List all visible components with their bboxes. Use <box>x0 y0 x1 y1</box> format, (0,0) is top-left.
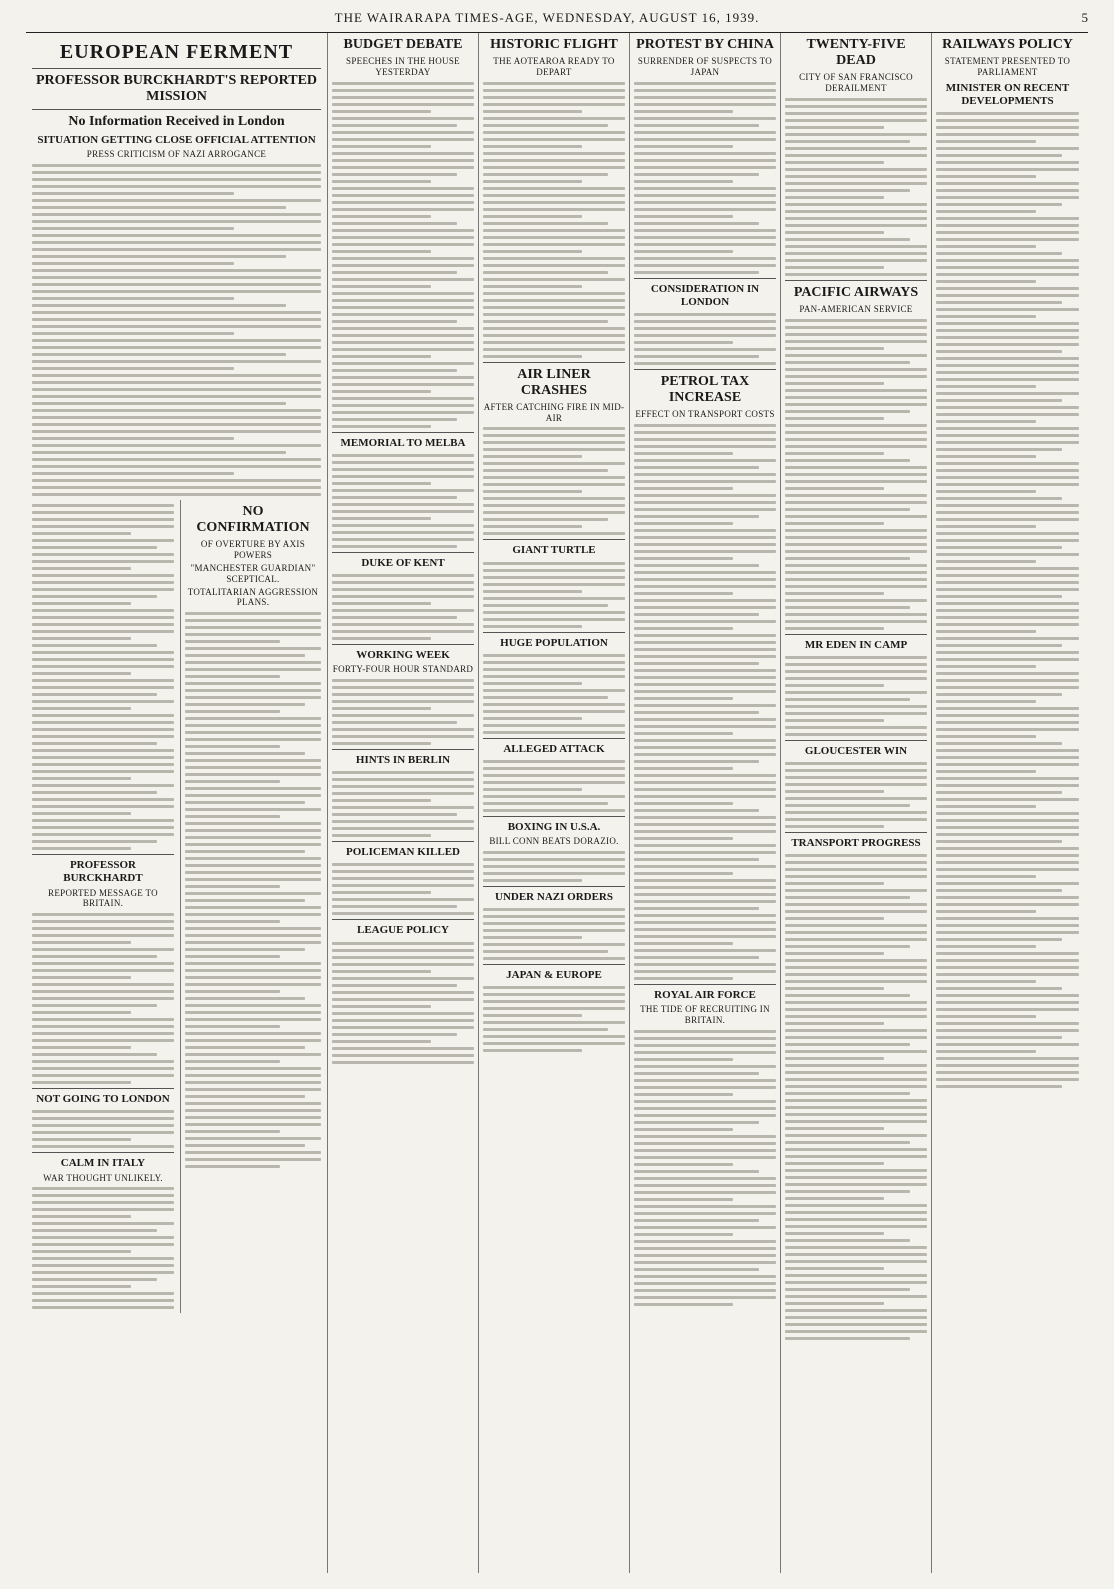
divider <box>332 552 474 553</box>
article-headline: CALM IN ITALY <box>60 1157 146 1170</box>
article-deck: BILL CONN BEATS DORAZIO. <box>489 836 619 847</box>
article-headline: AIR LINER CRASHES <box>517 366 591 398</box>
divider <box>634 369 776 370</box>
article-body <box>332 82 474 428</box>
article-body <box>634 424 776 980</box>
divider <box>332 432 474 433</box>
column-2 <box>328 33 479 1573</box>
article-headline: PROFESSOR BURCKHARDT <box>63 859 143 885</box>
article-body <box>483 654 625 734</box>
page-number: 5 <box>1081 10 1088 25</box>
divider <box>483 738 625 739</box>
article-body <box>332 574 474 640</box>
article-headline: WORKING WEEK <box>356 649 450 662</box>
article-body <box>32 504 174 850</box>
article-headline: CONSIDERATION IN LONDON <box>650 282 760 308</box>
article-body <box>634 313 776 365</box>
article-body <box>785 854 927 1340</box>
article-deck: TOTALITARIAN AGGRESSION PLANS. <box>187 586 319 608</box>
article-headline: MR EDEN IN CAMP <box>804 638 908 651</box>
divider <box>785 634 927 635</box>
article-headline: HISTORIC FLIGHT <box>490 37 618 52</box>
article-deck: AFTER CATCHING FIRE IN MID-AIR <box>483 401 625 423</box>
article-deck: WAR THOUGHT UNLIKELY. <box>43 1172 163 1183</box>
article-headline: NO CONFIRMATION <box>196 504 310 536</box>
article-headline: GLOUCESTER WIN <box>804 744 908 757</box>
masthead <box>26 10 1088 28</box>
divider <box>483 539 625 540</box>
lower-columns <box>32 500 321 1313</box>
article-headline: BOXING IN U.S.A. <box>507 821 601 834</box>
article-headline: BUDGET DEBATE <box>343 37 463 52</box>
divider <box>483 964 625 965</box>
european-ferment-section <box>26 33 328 1573</box>
divider <box>332 749 474 750</box>
divider <box>785 740 927 741</box>
columns <box>26 33 1088 1573</box>
article-body <box>785 656 927 736</box>
article-headline: PACIFIC AIRWAYS <box>793 284 919 300</box>
article-body <box>483 562 625 628</box>
column-5 <box>781 33 932 1573</box>
article-deck: SPEECHES IN THE HOUSE YESTERDAY <box>346 56 460 77</box>
article-body <box>32 913 174 1084</box>
article-headline: UNDER NAZI ORDERS <box>495 891 613 904</box>
article-deck: SURRENDER OF SUSPECTS TO JAPAN <box>637 56 773 77</box>
article-body <box>332 771 474 837</box>
article-body <box>32 1187 174 1309</box>
article-body <box>332 679 474 745</box>
article-deck: FORTY-FOUR HOUR STANDARD <box>332 664 474 675</box>
article-headline: HUGE POPULATION <box>500 636 608 649</box>
article-deck: No Information Received in London <box>68 114 285 130</box>
divider <box>32 1088 174 1089</box>
article-body <box>483 82 625 358</box>
article-body <box>332 942 474 1064</box>
article-body <box>785 98 927 276</box>
article-deck: MINISTER ON RECENT DEVELOPMENTS <box>945 81 1070 107</box>
article-body <box>483 760 625 812</box>
article-body <box>785 762 927 828</box>
article-headline: PETROL TAX INCREASE <box>660 374 750 406</box>
article-body <box>785 319 927 630</box>
divider <box>32 854 174 855</box>
article-headline: HINTS IN BERLIN <box>355 754 451 767</box>
divider <box>483 816 625 817</box>
article-deck: REPORTED MESSAGE TO BRITAIN. <box>48 887 158 909</box>
divider <box>32 68 321 69</box>
column-3 <box>479 33 630 1573</box>
divider <box>785 280 927 281</box>
article-headline: DUKE OF KENT <box>361 556 445 569</box>
divider <box>32 109 321 110</box>
article-headline: POLICEMAN KILLED <box>346 846 460 859</box>
article-body <box>634 1030 776 1306</box>
article-deck: CITY OF SAN FRANCISCO DERAILMENT <box>799 72 913 93</box>
divider <box>32 1152 174 1153</box>
divider <box>634 984 776 985</box>
article-headline: TWENTY-FIVE DEAD <box>806 37 906 69</box>
article-body <box>185 612 321 1168</box>
article-deck: THE TIDE OF RECRUITING IN BRITAIN. <box>640 1004 770 1026</box>
article-headline: JAPAN & EUROPE <box>506 969 602 982</box>
article-deck: PRESS CRITICISM OF NAZI ARROGANCE <box>86 149 267 160</box>
article-body <box>483 427 625 535</box>
divider <box>483 886 625 887</box>
article-deck: THE AOTEAROA READY TO DEPART <box>493 56 615 77</box>
article-body <box>332 454 474 548</box>
article-body <box>332 863 474 915</box>
article-headline: RAILWAYS POLICY <box>942 37 1073 52</box>
article-deck: EFFECT ON TRANSPORT COSTS <box>635 409 775 420</box>
article-body <box>483 908 625 960</box>
article-headline: GIANT TURTLE <box>512 544 596 557</box>
article-body <box>936 112 1079 1088</box>
article-headline: ALLEGED ATTACK <box>503 742 605 755</box>
article-body <box>483 851 625 882</box>
article-headline: PROTEST BY CHINA <box>636 37 774 52</box>
article-deck: OF OVERTURE BY AXIS POWERS <box>200 539 306 561</box>
banner-headline: EUROPEAN FERMENT <box>59 41 294 63</box>
column-1b <box>180 500 321 1313</box>
column-6 <box>932 33 1083 1573</box>
article-body <box>32 1110 174 1148</box>
divider <box>332 841 474 842</box>
article-deck: STATEMENT PRESENTED TO PARLIAMENT <box>944 56 1071 77</box>
divider <box>332 644 474 645</box>
divider <box>483 632 625 633</box>
article-body <box>634 82 776 274</box>
column-1 <box>32 500 174 1313</box>
divider <box>785 832 927 833</box>
article-headline: ROYAL AIR FORCE <box>654 989 756 1002</box>
article-headline: LEAGUE POLICY <box>357 924 449 937</box>
article-body <box>483 986 625 1052</box>
divider <box>634 278 776 279</box>
column-4 <box>630 33 781 1573</box>
article-headline: TRANSPORT PROGRESS <box>791 837 921 850</box>
article-deck: "MANCHESTER GUARDIAN" SCEPTICAL. <box>190 563 316 584</box>
article-deck: PAN-AMERICAN SERVICE <box>799 303 913 314</box>
masthead-title: THE WAIRARAPA TIMES-AGE, WEDNESDAY, AUGUST 16, 1939. <box>334 10 760 25</box>
divider <box>483 362 625 363</box>
article-headline: NOT GOING TO LONDON <box>36 1093 170 1106</box>
article-headline: MEMORIAL TO MELBA <box>340 436 466 449</box>
article-body <box>32 164 321 496</box>
article-headline: PROFESSOR BURCKHARDT'S REPORTED MISSION <box>35 73 318 105</box>
article-deck: SITUATION GETTING CLOSE OFFICIAL ATTENTION <box>37 134 316 147</box>
divider <box>332 919 474 920</box>
